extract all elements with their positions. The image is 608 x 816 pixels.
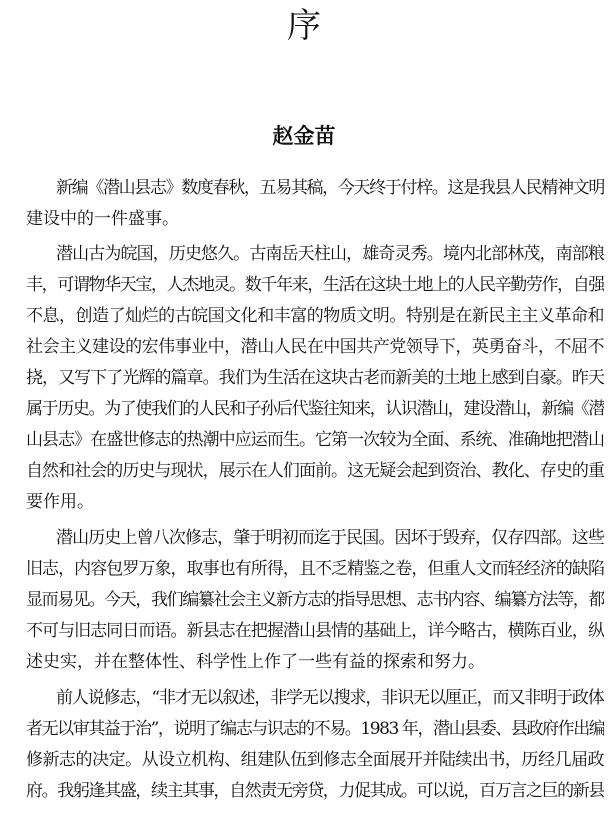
text-line: 述史实，并在整体性、科学性上作了一些有益的探索和努力。 [26, 652, 485, 672]
text-line: 显而易见。今天，我们编纂社会主义新方志的指导思想、志书内容、编纂方法等，都 [26, 590, 604, 610]
text-line: 不可与旧志同日而语。新县志在把握潜山县情的基础上，详今略古，横陈百业，纵 [26, 621, 604, 641]
text-line: 社会主义建设的宏伟事业中，潜山人民在中国共产党领导下，英勇奋斗，不屈不 [26, 337, 604, 357]
text-line: 自然和社会的历史与现状，展示在人们面前。这无疑会起到资治、教化、存史的重 [26, 461, 604, 481]
text-line: 潜山历史上曾八次修志，肇于明初而迄于民国。因坏于毁弃，仅存四部。这些 [56, 528, 604, 548]
text-line: 丰，可谓物华天宝，人杰地灵。数千年来，生活在这块土地上的人民辛勤劳作，自强 [26, 275, 604, 295]
text-line: 新编《潜山县志》数度春秋，五易其稿，今天终于付梓。这是我县人民精神文明 [56, 178, 604, 198]
document-title: 序 [287, 6, 321, 46]
text-line: 属于历史。为了使我们的人民和子孙后代鉴往知来，认识潜山，建设潜山，新编《潜 [26, 399, 604, 419]
text-line: 要作用。 [26, 492, 94, 512]
text-line: 前人说修志，“非才无以叙述，非学无以搜求，非识无以厘正，而又非明于政体 [56, 688, 604, 708]
text-line: 府。我躬逢其盛，续主其事，自然责无旁贷，力促其成。可以说，百万言之巨的新县 [26, 781, 604, 801]
text-line: 挠，又写下了光辉的篇章。我们为生活在这块古老而新美的土地上感到自豪。昨天 [26, 368, 604, 388]
text-line: 建设中的一件盛事。 [26, 209, 179, 229]
text-line: 不息，创造了灿烂的古皖国文化和丰富的物质文明。特别是在新民主主义革命和 [26, 306, 604, 326]
text-line: 潜山古为皖国，历史悠久。古南岳天柱山，雄奇灵秀。境内北部林茂，南部粮 [56, 244, 604, 264]
text-line: 者无以审其益于治”，说明了编志与识志的不易。1983 年，潜山县委、县政府作出编 [26, 719, 604, 739]
author-name: 赵金苗 [272, 124, 336, 148]
text-line: 修新志的决定。从设立机构、组建队伍到修志全面展开并陆续出书，历经几届政 [26, 750, 604, 770]
text-line: 旧志，内容包罗万象，取事也有所得，且不乏精鉴之卷，但重人文而轻经济的缺陷 [26, 559, 604, 579]
text-line: 山县志》在盛世修志的热潮中应运而生。它第一次较为全面、系统、准确地把潜山 [26, 430, 604, 450]
